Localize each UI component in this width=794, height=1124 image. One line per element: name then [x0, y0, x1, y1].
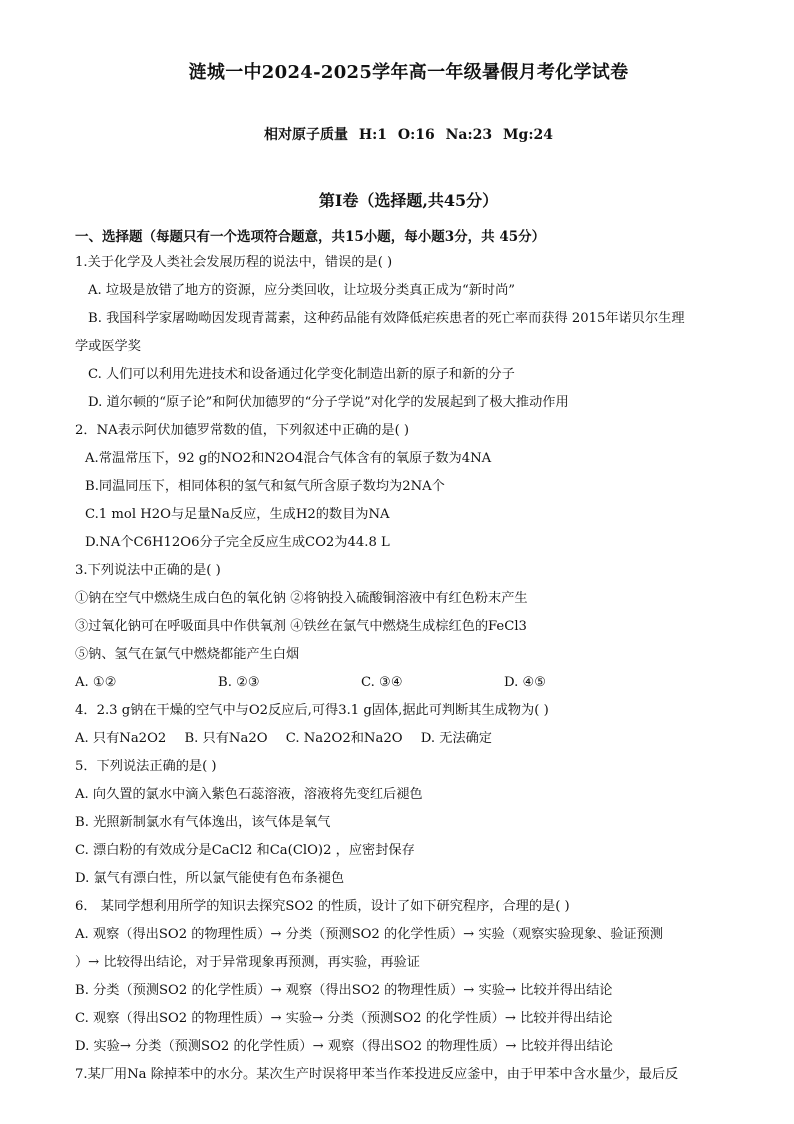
question-2-option-a: A.常温常压下，92 g的NO2和N2O4混合气体含有的氧原子数为4NA: [85, 451, 492, 466]
question-4-option-b: B. 只有Na2O: [184, 731, 268, 746]
question-3-option-c: C. ③④: [361, 675, 403, 690]
question-6-option-b: B. 分类（预测SO2 的化学性质）→ 观察（得出SO2 的物理性质）→ 实验→ 比较并得出结论: [75, 983, 613, 998]
question-3-statement-line: ⑤钠、氢气在氯气中燃烧都能产生白烟: [75, 647, 300, 662]
question-4-option-c: C. Na2O2和Na2O: [285, 731, 403, 746]
question-6: [75, 897, 742, 1057]
question-2-option-d: D.NA个C6H12O6分子完全反应生成CO2为44.8 L: [85, 535, 390, 550]
question-5-option-b: B. 光照新制氯水有气体逸出，该气体是氧气: [75, 815, 331, 830]
question-1-option-c: C. 人们可以利用先进技术和设备通过化学变化制造出新的原子和新的分子: [88, 367, 515, 382]
question-2-option-b: B.同温同压下，相同体积的氢气和氦气所含原子数均为2NA个: [85, 479, 445, 494]
question-5: [75, 757, 742, 889]
question-5-stem: 5．下列说法正确的是( ): [75, 759, 217, 774]
question-6-option-c: C. 观察（得出SO2 的物理性质）→ 实验→ 分类（预测SO2 的化学性质）→ 比较并得出结论: [75, 1011, 613, 1026]
question-6-stem: 6． 某同学想利用所学的知识去探究SO2 的性质，设计了如下研究程序，合理的是( ): [75, 899, 570, 914]
section-title: 第Ⅰ卷（选择题,共45分）: [318, 191, 499, 210]
question-2-option-c: C.1 mol H2O与足量Na反应，生成H2的数目为NA: [85, 507, 390, 522]
instruction: 一、选择题（每题只有一个选项符合题意，共15小题，每小题3分，共 45分）: [75, 229, 546, 245]
atomic-mass-line: 相对原子质量 H:1 O:16 Na:23 Mg:24: [264, 127, 553, 143]
question-5-option-a: A. 向久置的氯水中滴入紫色石蕊溶液，溶液将先变红后褪色: [75, 787, 423, 802]
question-4-stem: 4．2.3 g钠在干燥的空气中与O2反应后,可得3.1 g固体,据此可判断其生成物为( ): [75, 703, 549, 718]
question-1-option-b: B. 我国科学家屠呦呦因发现青蒿素，这种药品能有效降低疟疾患者的死亡率而获得 2015年诺贝尔生理: [88, 311, 685, 326]
question-1: [75, 253, 742, 413]
question-3-option-b: B. ②③: [218, 675, 260, 690]
question-3-options: [75, 673, 742, 693]
question-6-option-a-cont: ）→ 比较得出结论，对于异常现象再预测，再实验，再验证: [75, 955, 420, 970]
question-6-option-a: A. 观察（得出SO2 的物理性质）→ 分类（预测SO2 的化学性质）→ 实验（观察实验现象、验证预测: [75, 927, 663, 942]
question-2: [75, 421, 742, 553]
question-4: [75, 701, 742, 749]
question-3-statement-line: ①钠在空气中燃烧生成白色的氧化钠 ②将钠投入硫酸铜溶液中有红色粉末产生: [75, 591, 528, 606]
question-2-stem: 2．NA表示阿伏加德罗常数的值，下列叙述中正确的是( ): [75, 423, 410, 438]
question-3-option-d: D. ④⑤: [504, 675, 547, 690]
question-7: [75, 1065, 742, 1085]
exam-title: 涟城一中2024-2025学年高一年级暑假月考化学试卷: [188, 62, 629, 83]
question-6-option-d: D. 实验→ 分类（预测SO2 的化学性质）→ 观察（得出SO2 的物理性质）→ 比较并得出结论: [75, 1039, 613, 1054]
question-5-option-c: C. 漂白粉的有效成分是CaCl2 和Ca(ClO)2 ，应密封保存: [75, 843, 415, 858]
question-3: [75, 561, 742, 693]
question-1-stem: 1.关于化学及人类社会发展历程的说法中，错误的是( ): [75, 255, 393, 270]
question-1-option-d: D. 道尔顿的“原子论”和阿伏加德罗的“分子学说”对化学的发展起到了极大推动作用: [88, 395, 569, 410]
question-3-stem: 3.下列说法中正确的是( ): [75, 563, 221, 578]
question-4-options: [75, 729, 742, 749]
question-4-option-d: D. 无法确定: [420, 731, 492, 746]
question-3-option-a: A. ①②: [75, 675, 117, 690]
question-4-option-a: A. 只有Na2O2: [75, 731, 167, 746]
question-3-statement-line: ③过氧化钠可在呼吸面具中作供氧剂 ④铁丝在氯气中燃烧生成棕红色的FeCl3: [75, 619, 527, 634]
question-7-stem: 7.某厂用Na 除掉苯中的水分。某次生产时误将甲苯当作苯投进反应釜中，由于甲苯中含水量少，最后反: [75, 1067, 679, 1082]
question-1-option-a: A. 垃圾是放错了地方的资源，应分类回收，让垃圾分类真正成为“新时尚”: [88, 283, 516, 298]
question-1-option-b-cont: 学或医学奖: [75, 339, 141, 354]
question-5-option-d: D. 氯气有漂白性，所以氯气能使有色布条褪色: [75, 871, 345, 886]
